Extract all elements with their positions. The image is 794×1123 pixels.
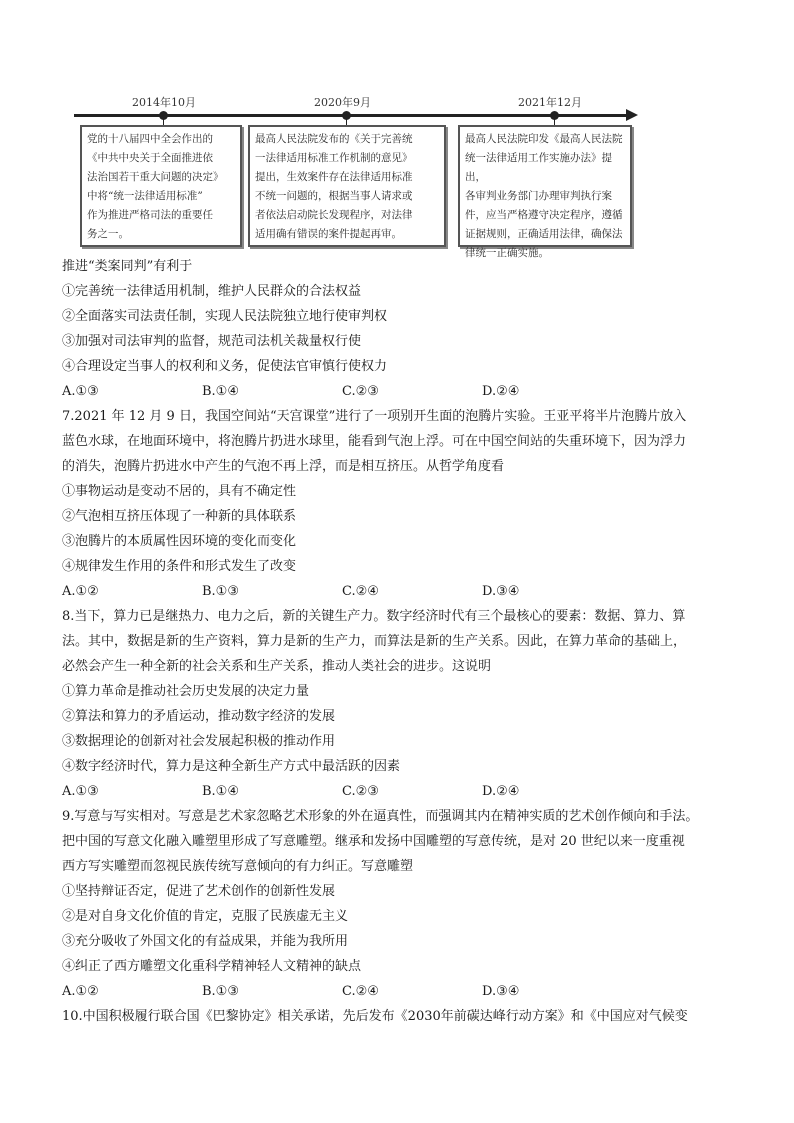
q8-choice-c[interactable]: C.②③ <box>342 784 379 799</box>
q6-option-2: ②全面落实司法责任制，实现人民法院独立地行使审判权 <box>62 309 388 324</box>
timeline-date-3: 2021年12月 <box>518 96 582 109</box>
q8-choice-d[interactable]: D.②④ <box>482 784 520 799</box>
box-line: 提出，生效案件存在法律适用标准 <box>255 171 413 183</box>
q7-choice-b[interactable]: B.①③ <box>202 584 239 599</box>
q7-option-1: ①事物运动是变动不居的，具有不确定性 <box>62 484 297 499</box>
box-line: 各审判业务部门办理审判执行案 <box>465 190 612 202</box>
q7-choice-c[interactable]: C.②④ <box>342 584 379 599</box>
q7-option-2: ②气泡相互挤压体现了一种新的具体联系 <box>62 509 297 524</box>
q6-option-3: ③加强对司法审判的监督，规范司法机关裁量权行使 <box>62 334 362 349</box>
q8-stem-line-3: 必然会产生一种全新的社会关系和生产关系，推动人类社会的进步。这说明 <box>62 659 492 674</box>
q6-choice-d[interactable]: D.②④ <box>482 384 520 399</box>
q7-option-3: ③泡腾片的本质属性因环境的变化而变化 <box>62 534 297 549</box>
q9-stem-line-1: 9.写意与写实相对。写意是艺术家忽略艺术形象的外在逼真性，而强调其内在精神实质的艺术创作倾向和手法。 <box>62 809 699 824</box>
timeline-date-2: 2020年9月 <box>314 96 371 109</box>
timeline-box-2014 <box>80 125 242 247</box>
q6-option-4: ④合理设定当事人的权利和义务，促使法官审慎行使权力 <box>62 359 388 374</box>
q9-stem-line-2: 把中国的写意文化融入雕塑里形成了写意雕塑。继承和发扬中国雕塑的写意传统，是对 20 世纪以来一度重视 <box>62 834 685 849</box>
box-line: 一法律适用标准工作机制的意见》 <box>255 152 413 164</box>
q6-choice-b[interactable]: B.①④ <box>202 384 239 399</box>
q7-stem-line-3: 的消失，泡腾片扔进水中产生的气泡不再上浮，而是相互挤压。从哲学角度看 <box>62 459 505 474</box>
box-line: 党的十八届四中全会作出的 <box>87 133 213 145</box>
q8-choice-a[interactable]: A.①③ <box>62 784 99 799</box>
q8-option-1: ①算力革命是推动社会历史发展的决定力量 <box>62 684 310 699</box>
q9-choice-d[interactable]: D.③④ <box>482 984 520 999</box>
timeline-figure <box>74 88 634 259</box>
box-line: 《中共中央关于全面推进依 <box>87 152 213 164</box>
q9-choice-b[interactable]: B.①③ <box>202 984 239 999</box>
box-line: 中将“统一法律适用标准” <box>87 190 203 202</box>
q9-stem-line-3: 西方写实雕塑而忽视民族传统写意倾向的有力纠正。写意雕塑 <box>62 859 414 874</box>
box-line: 务之一。 <box>87 228 129 240</box>
box-line: 法治国若干重大问题的决定》 <box>87 171 224 183</box>
q7-stem-line-1: 7.2021 年 12 月 9 日，我国空间站“天宫课堂”进行了一项别开生面的泡腾片实验。王亚平将半片泡腾片放入 <box>62 409 687 424</box>
q9-option-2: ②是对自身文化价值的肯定，克服了民族虚无主义 <box>62 909 349 924</box>
box-line: 作为推进严格司法的重要任 <box>87 209 213 221</box>
q9-choice-c[interactable]: C.②④ <box>342 984 379 999</box>
q8-option-2: ②算法和算力的矛盾运动，推动数字经济的发展 <box>62 709 336 724</box>
q6-option-1: ①完善统一法律适用机制，维护人民群众的合法权益 <box>62 284 362 299</box>
timeline-box-2021 <box>458 125 632 259</box>
timeline-box-2020 <box>248 125 446 247</box>
q10-stem-line-1: 10.中国积极履行联合国《巴黎协定》相关承诺，先后发布《2030年前碳达峰行动方案》和《中国应对气候变 <box>62 1009 688 1024</box>
box-line: 证据规则，正确适用法律，确保法 <box>465 228 623 240</box>
q9-choice-a[interactable]: A.①② <box>62 984 99 999</box>
q8-stem-line-1: 8.当下，算力已是继热力、电力之后，新的关键生产力。数字经济时代有三个最核心的要素：数据、算力、算 <box>62 609 686 624</box>
box-line: 最高人民法院发布的《关于完善统 <box>255 133 413 145</box>
q6-choice-a[interactable]: A.①③ <box>62 384 99 399</box>
q7-stem-line-2: 蓝色水球，在地面环境中，将泡腾片扔进水球里，能看到气泡上浮。可在中国空间站的失重环境下，因为浮力 <box>62 434 687 449</box>
box-line: 统一法律适用工作实施办法》提出， <box>465 152 612 183</box>
timeline-date-1: 2014年10月 <box>132 96 196 109</box>
q8-option-3: ③数据理论的创新对社会发展起积极的推动作用 <box>62 734 336 749</box>
box-line: 件，应当严格遵守决定程序，遵循 <box>465 209 623 221</box>
box-line: 最高人民法院印发《最高人民法院 <box>465 133 623 145</box>
q7-choice-a[interactable]: A.①② <box>62 584 99 599</box>
timeline-arrow <box>626 109 638 121</box>
q6-stem: 推进“类案同判”有利于 <box>62 259 193 274</box>
q9-option-1: ①坚持辩证否定，促进了艺术创作的创新性发展 <box>62 884 336 899</box>
box-line: 者依法启动院长发现程序，对法律 <box>255 209 413 221</box>
box-line: 律统一正确实施。 <box>465 247 549 259</box>
q8-choice-b[interactable]: B.①④ <box>202 784 239 799</box>
q6-choice-c[interactable]: C.②③ <box>342 384 379 399</box>
q8-option-4: ④数字经济时代，算力是这种全新生产方式中最活跃的因素 <box>62 759 401 774</box>
q7-choice-d[interactable]: D.③④ <box>482 584 520 599</box>
q9-option-3: ③充分吸收了外国文化的有益成果，并能为我所用 <box>62 934 349 949</box>
box-line: 适用确有错误的案件提起再审。 <box>255 228 402 240</box>
q7-option-4: ④规律发生作用的条件和形式发生了改变 <box>62 559 297 574</box>
q9-option-4: ④纠正了西方雕塑文化重科学精神轻人文精神的缺点 <box>62 959 362 974</box>
box-line: 不统一问题的，根据当事人请求或 <box>255 190 413 202</box>
q8-stem-line-2: 法。其中，数据是新的生产资料，算力是新的生产力，而算法是新的生产关系。因此，在算力革命的基础上， <box>62 634 687 649</box>
